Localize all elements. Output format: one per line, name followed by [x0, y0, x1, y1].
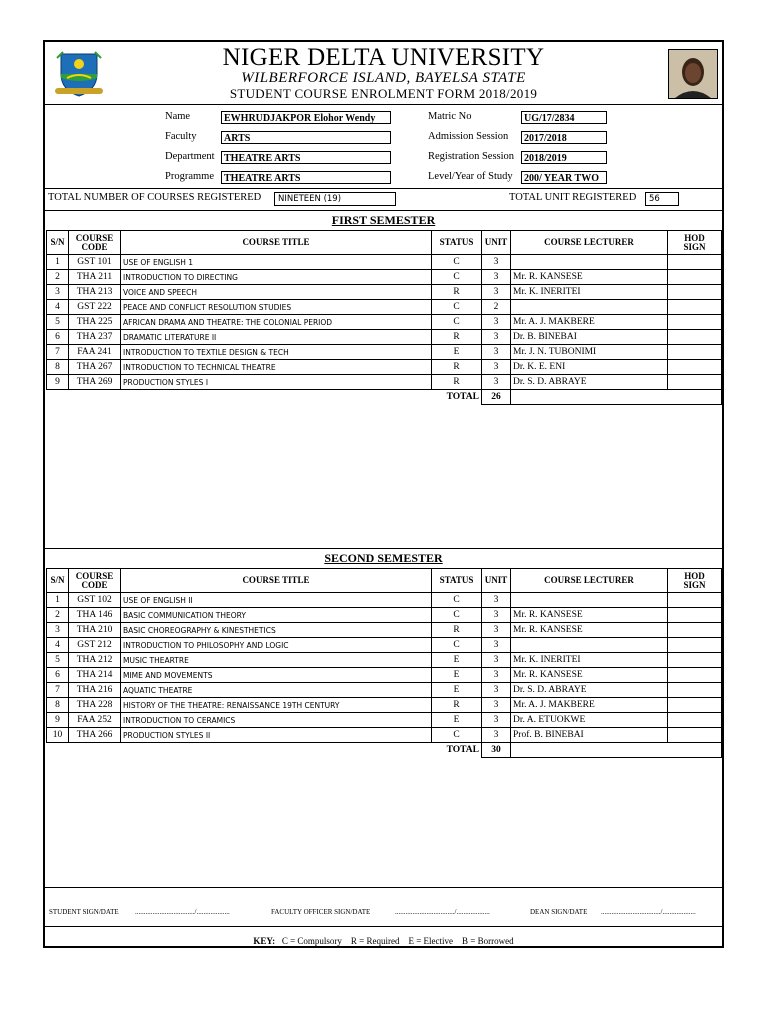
course-sn: 4 [47, 638, 69, 653]
hod-sign-cell[interactable] [668, 653, 722, 668]
course-title: INTRODUCTION TO CERAMICS [121, 713, 432, 728]
total-label: TOTAL [47, 390, 482, 405]
course-status: R [432, 623, 482, 638]
course-lecturer: Mr. A. J. MAKBERE [511, 698, 668, 713]
course-code: GST 222 [69, 300, 121, 315]
course-lecturer: Dr. S. D. ABRAYE [511, 683, 668, 698]
registration-field: 2018/2019 [521, 151, 607, 164]
dean-sign-label: DEAN SIGN/DATE [530, 908, 588, 916]
course-status: C [432, 608, 482, 623]
course-lecturer: Mr. R. KANSESE [511, 270, 668, 285]
course-sn: 6 [47, 330, 69, 345]
course-title: PEACE AND CONFLICT RESOLUTION STUDIES [121, 300, 432, 315]
level-field: 200/ YEAR TWO [521, 171, 607, 184]
course-code: THA 214 [69, 668, 121, 683]
col-status: STATUS [432, 569, 482, 593]
course-status: C [432, 255, 482, 270]
course-title: INTRODUCTION TO PHILOSOPHY AND LOGIC [121, 638, 432, 653]
col-lecturer: COURSE LECTURER [511, 231, 668, 255]
course-unit: 3 [482, 713, 511, 728]
course-title: HISTORY OF THE THEATRE: RENAISSANCE 19TH CENTURY [121, 698, 432, 713]
hod-sign-cell[interactable] [668, 608, 722, 623]
course-lecturer: Mr. K. INERITEI [511, 653, 668, 668]
course-title: INTRODUCTION TO DIRECTING [121, 270, 432, 285]
course-row [47, 713, 722, 728]
col-unit: UNIT [482, 569, 511, 593]
total-units: 26 [482, 390, 511, 405]
course-sn: 3 [47, 623, 69, 638]
course-title: AFRICAN DRAMA AND THEATRE: THE COLONIAL PERIOD [121, 315, 432, 330]
course-lecturer: Dr. B. BINEBAI [511, 330, 668, 345]
course-sn: 8 [47, 360, 69, 375]
course-unit: 3 [482, 270, 511, 285]
second-semester-heading: SECOND SEMESTER [324, 551, 443, 565]
divider [45, 548, 722, 549]
admission-label: Admission Session [428, 131, 509, 142]
course-row [47, 623, 722, 638]
units-total-field: 56 [645, 192, 679, 206]
course-row [47, 653, 722, 668]
course-unit: 3 [482, 653, 511, 668]
course-status: C [432, 270, 482, 285]
course-unit: 3 [482, 255, 511, 270]
course-lecturer: Mr. J. N. TUBONIMI [511, 345, 668, 360]
course-code: GST 212 [69, 638, 121, 653]
course-title: BASIC COMMUNICATION THEORY [121, 608, 432, 623]
course-lecturer: Dr. A. ETUOKWE [511, 713, 668, 728]
course-code: THA 213 [69, 285, 121, 300]
course-unit: 3 [482, 698, 511, 713]
course-sn: 2 [47, 608, 69, 623]
col-course-code: COURSE CODE [69, 231, 121, 255]
units-total-label: TOTAL UNIT REGISTERED [509, 192, 637, 203]
course-title: INTRODUCTION TO TEXTILE DESIGN & TECH [121, 345, 432, 360]
faculty-officer-sign-line: ................................../................... [395, 908, 490, 916]
course-status: E [432, 653, 482, 668]
course-lecturer: Dr. K. E. ENI [511, 360, 668, 375]
first-semester-table [46, 230, 722, 405]
course-status: C [432, 315, 482, 330]
col-course-title: COURSE TITLE [121, 231, 432, 255]
key-label: KEY: [253, 936, 276, 946]
hod-sign-cell[interactable] [668, 638, 722, 653]
student-sign-label: STUDENT SIGN/DATE [49, 908, 119, 916]
hod-sign-cell[interactable] [668, 345, 722, 360]
course-unit: 3 [482, 668, 511, 683]
course-sn: 3 [47, 285, 69, 300]
programme-label: Programme [165, 171, 214, 182]
course-title: USE OF ENGLISH II [121, 593, 432, 608]
first-semester-heading: FIRST SEMESTER [331, 213, 436, 227]
course-unit: 3 [482, 683, 511, 698]
course-code: THA 267 [69, 360, 121, 375]
divider [45, 887, 722, 888]
hod-sign-cell[interactable] [668, 375, 722, 390]
col-lecturer: COURSE LECTURER [511, 569, 668, 593]
course-row [47, 593, 722, 608]
course-lecturer: Mr. K. INERITEI [511, 285, 668, 300]
course-code: THA 228 [69, 698, 121, 713]
course-sn: 1 [47, 255, 69, 270]
hod-sign-cell[interactable] [668, 315, 722, 330]
course-code: THA 237 [69, 330, 121, 345]
hod-sign-cell[interactable] [668, 360, 722, 375]
course-row [47, 300, 722, 315]
course-lecturer: Mr. R. KANSESE [511, 668, 668, 683]
department-label: Department [165, 151, 215, 162]
course-unit: 3 [482, 728, 511, 743]
total-row-blank [511, 390, 722, 405]
course-code: THA 216 [69, 683, 121, 698]
university-name: NIGER DELTA UNIVERSITY [222, 44, 545, 71]
name-label: Name [165, 111, 191, 122]
course-code: THA 269 [69, 375, 121, 390]
total-row-blank [511, 743, 722, 758]
hod-sign-cell[interactable] [668, 593, 722, 608]
student-photo [668, 49, 718, 99]
course-sn: 9 [47, 713, 69, 728]
course-code: THA 211 [69, 270, 121, 285]
course-status: E [432, 345, 482, 360]
course-code: FAA 241 [69, 345, 121, 360]
course-lecturer: Mr. R. KANSESE [511, 623, 668, 638]
course-unit: 3 [482, 593, 511, 608]
course-unit: 3 [482, 375, 511, 390]
status-key [45, 936, 722, 946]
course-status: R [432, 285, 482, 300]
course-row [47, 683, 722, 698]
course-lecturer: Prof. B. BINEBAI [511, 728, 668, 743]
course-status: R [432, 360, 482, 375]
form-header [45, 42, 722, 105]
course-title: PRODUCTION STYLES I [121, 375, 432, 390]
col-hod-sign: HOD SIGN [668, 231, 722, 255]
hod-sign-cell[interactable] [668, 713, 722, 728]
hod-sign-cell[interactable] [668, 330, 722, 345]
course-sn: 9 [47, 375, 69, 390]
course-lecturer: Dr. S. D. ABRAYE [511, 375, 668, 390]
courses-count-field: NINETEEN (19) [274, 192, 396, 206]
course-row [47, 270, 722, 285]
total-row [47, 390, 722, 405]
course-title: BASIC CHOREOGRAPHY & KINESTHETICS [121, 623, 432, 638]
course-status: E [432, 668, 482, 683]
matric-label: Matric No [428, 111, 472, 122]
course-status: E [432, 713, 482, 728]
course-row [47, 255, 722, 270]
course-title: USE OF ENGLISH 1 [121, 255, 432, 270]
course-sn: 6 [47, 668, 69, 683]
course-row [47, 285, 722, 300]
matric-field: UG/17/2834 [521, 111, 607, 124]
course-sn: 5 [47, 315, 69, 330]
divider [45, 210, 722, 211]
course-row [47, 728, 722, 743]
course-status: R [432, 330, 482, 345]
hod-sign-cell[interactable] [668, 255, 722, 270]
hod-sign-cell[interactable] [668, 270, 722, 285]
course-unit: 2 [482, 300, 511, 315]
divider [45, 926, 722, 927]
form-title: STUDENT COURSE ENROLMENT FORM 2018/2019 [229, 86, 538, 101]
dean-sign-line: ................................../................... [601, 908, 696, 916]
student-sign-line: ................................../................... [135, 908, 230, 916]
course-unit: 3 [482, 608, 511, 623]
course-code: THA 225 [69, 315, 121, 330]
course-row [47, 330, 722, 345]
course-unit: 3 [482, 315, 511, 330]
course-sn: 2 [47, 270, 69, 285]
course-title: VOICE AND SPEECH [121, 285, 432, 300]
col-sn: S/N [47, 569, 69, 593]
course-sn: 7 [47, 345, 69, 360]
name-field: EWHRUDJAKPOR Elohor Wendy [221, 111, 391, 124]
university-location: WILBERFORCE ISLAND, BAYELSA STATE [241, 70, 526, 86]
course-sn: 7 [47, 683, 69, 698]
course-unit: 3 [482, 623, 511, 638]
course-row [47, 345, 722, 360]
col-course-title: COURSE TITLE [121, 569, 432, 593]
course-title: AQUATIC THEATRE [121, 683, 432, 698]
hod-sign-cell[interactable] [668, 623, 722, 638]
course-unit: 3 [482, 285, 511, 300]
registration-totals [45, 190, 722, 210]
level-label: Level/Year of Study [428, 171, 513, 182]
course-lecturer [511, 255, 668, 270]
course-unit: 3 [482, 360, 511, 375]
course-sn: 4 [47, 300, 69, 315]
course-title: DRAMATIC LITERATURE II [121, 330, 432, 345]
faculty-label: Faculty [165, 131, 197, 142]
course-row [47, 638, 722, 653]
course-sn: 5 [47, 653, 69, 668]
course-title: INTRODUCTION TO TECHNICAL THEATRE [121, 360, 432, 375]
col-sn: S/N [47, 231, 69, 255]
course-status: C [432, 638, 482, 653]
course-row [47, 375, 722, 390]
course-status: R [432, 698, 482, 713]
total-label: TOTAL [47, 743, 482, 758]
course-unit: 3 [482, 638, 511, 653]
student-details [45, 104, 722, 189]
course-title: MUSIC THEARTRE [121, 653, 432, 668]
course-status: C [432, 300, 482, 315]
course-lecturer [511, 300, 668, 315]
programme-field: THEATRE ARTS [221, 171, 391, 184]
hod-sign-cell[interactable] [668, 300, 722, 315]
course-lecturer [511, 638, 668, 653]
enrolment-form [43, 40, 724, 948]
col-course-code: COURSE CODE [69, 569, 121, 593]
course-unit: 3 [482, 345, 511, 360]
total-row [47, 743, 722, 758]
hod-sign-cell[interactable] [668, 728, 722, 743]
course-lecturer [511, 593, 668, 608]
course-title: MIME AND MOVEMENTS [121, 668, 432, 683]
course-code: GST 102 [69, 593, 121, 608]
course-row [47, 698, 722, 713]
faculty-officer-sign-label: FACULTY OFFICER SIGN/DATE [271, 908, 371, 916]
col-unit: UNIT [482, 231, 511, 255]
course-sn: 8 [47, 698, 69, 713]
course-row [47, 315, 722, 330]
course-code: THA 212 [69, 653, 121, 668]
admission-field: 2017/2018 [521, 131, 607, 144]
courses-count-label: TOTAL NUMBER OF COURSES REGISTERED [48, 192, 262, 203]
course-code: THA 146 [69, 608, 121, 623]
key-text: C = Compulsory R = Required E = Elective B = Borrowed [281, 936, 514, 946]
course-lecturer: Mr. A. J. MAKBERE [511, 315, 668, 330]
course-row [47, 608, 722, 623]
course-lecturer: Mr. R. KANSESE [511, 608, 668, 623]
course-status: C [432, 728, 482, 743]
registration-label: Registration Session [428, 151, 515, 162]
course-title: PRODUCTION STYLES II [121, 728, 432, 743]
course-status: C [432, 593, 482, 608]
course-unit: 3 [482, 330, 511, 345]
course-code: THA 210 [69, 623, 121, 638]
hod-sign-cell[interactable] [668, 668, 722, 683]
faculty-field: ARTS [221, 131, 391, 144]
col-status: STATUS [432, 231, 482, 255]
department-field: THEATRE ARTS [221, 151, 391, 164]
col-hod-sign: HOD SIGN [668, 569, 722, 593]
course-sn: 1 [47, 593, 69, 608]
hod-sign-cell[interactable] [668, 285, 722, 300]
second-semester-table [46, 568, 722, 758]
hod-sign-cell[interactable] [668, 698, 722, 713]
total-units: 30 [482, 743, 511, 758]
course-row [47, 668, 722, 683]
course-status: E [432, 683, 482, 698]
course-code: GST 101 [69, 255, 121, 270]
hod-sign-cell[interactable] [668, 683, 722, 698]
course-code: THA 266 [69, 728, 121, 743]
course-status: R [432, 375, 482, 390]
course-row [47, 360, 722, 375]
course-code: FAA 252 [69, 713, 121, 728]
course-sn: 10 [47, 728, 69, 743]
